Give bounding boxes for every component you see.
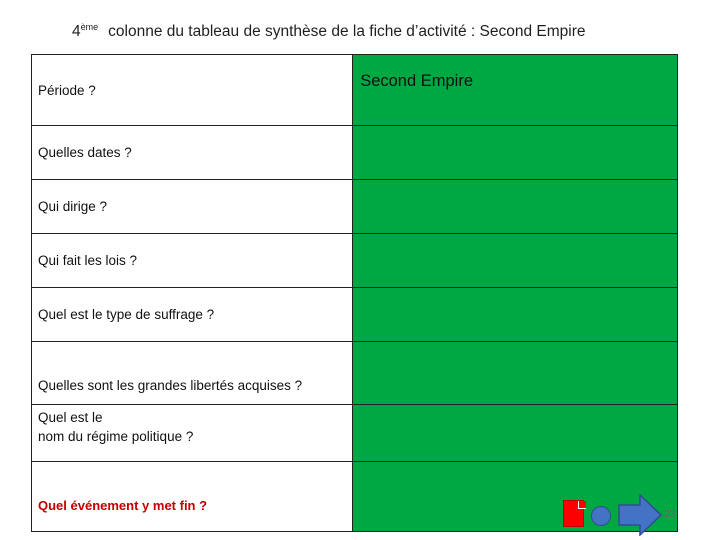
title-number: 4	[72, 23, 81, 40]
table-row	[32, 126, 678, 180]
answer-cell[interactable]: Second Empire	[353, 55, 678, 126]
page-number: 23	[664, 509, 676, 520]
question-cell: Qui fait les lois ?	[32, 234, 353, 288]
answer-cell[interactable]	[353, 288, 678, 342]
answer-cell[interactable]	[353, 342, 678, 405]
red-square-icon[interactable]	[563, 500, 584, 527]
question-line: Quel est le	[38, 410, 103, 425]
question-cell: Période ?	[32, 55, 353, 126]
question-cell	[32, 405, 353, 462]
table-row	[32, 288, 678, 342]
answer-cell[interactable]	[353, 180, 678, 234]
question-cell: Quelles sont les grandes libertés acquises ?	[32, 342, 353, 405]
question-cell: Quelles dates ?	[32, 126, 353, 180]
title-superscript: ème	[80, 22, 99, 32]
table-row	[32, 405, 678, 462]
page-title	[72, 22, 586, 41]
table-row	[32, 342, 678, 405]
synthesis-table	[31, 54, 678, 532]
answer-cell[interactable]	[353, 126, 678, 180]
answer-cell[interactable]	[353, 405, 678, 462]
question-cell: Qui dirige ?	[32, 180, 353, 234]
blue-arrow-right-icon[interactable]	[618, 494, 662, 536]
table-row	[32, 234, 678, 288]
question-line: nom du régime politique ?	[38, 429, 194, 444]
answer-cell[interactable]	[353, 234, 678, 288]
question-cell: Quel est le type de suffrage ?	[32, 288, 353, 342]
blue-circle-icon[interactable]	[591, 506, 611, 526]
question-cell: Quel événement y met fin ?	[32, 462, 353, 532]
table-row	[32, 55, 678, 126]
table-row	[32, 180, 678, 234]
title-text: colonne du tableau de synthèse de la fiche d’activité : Second Empire	[108, 23, 586, 40]
